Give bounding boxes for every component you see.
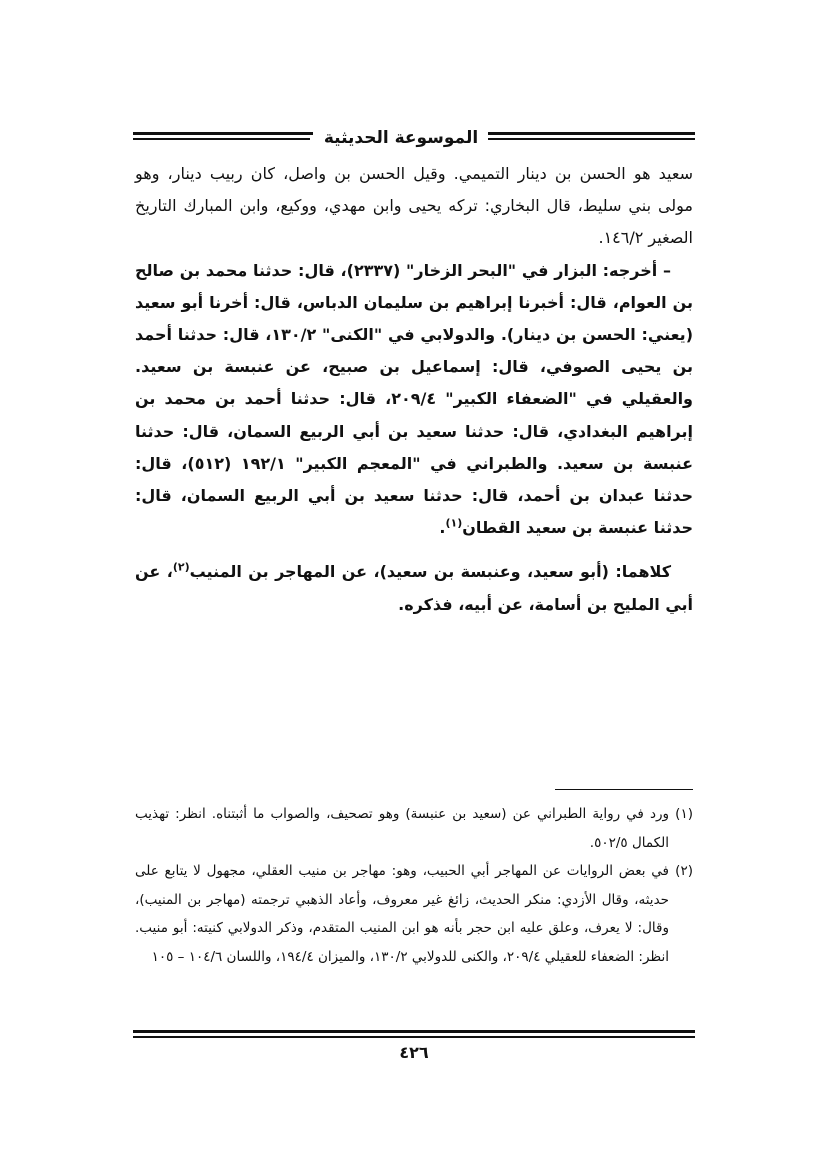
paragraph-continuation: سعيد هو الحسن بن دينار التميمي. وقيل الحسن بن واصل، كان ربيب دينار، وهو مولى بني سليط، قال البخاري: تركه يحيى وابن مهدي، ووكيع، وابن المبارك التاريخ الصغير ١٤٦/٢. <box>135 164 693 248</box>
footnote-separator <box>555 789 693 790</box>
takhrij-text: – أخرجه: البزار في "البحر الزخار" (٢٣٣٧)، قال: حدثنا محمد بن صالح بن العوام، قال: أخبرنا إبراهيم بن سليمان الدباس، قال: أخرنا أبو سعيد (يعني: الحسن بن دينار). والدولابي في "الكنى" ١٣٠/٢، قال: حدثنا أحمد بن يحيى الصوفي، قال: إسماعيل بن صبيح، عن عنبسة بن سعيد. والعقيلي في "الضعفاء الكبير" ٢٠٩/٤، قال: حدثنا أحمد بن محمد بن إبراهيم البغدادي، قال: حدثنا سعيد بن أبي الربيع السمان، قال: حدثنا عنبسة بن سعيد. والطبراني في "المعجم الكبير" ١٩٢/١ (٥١٢)، قال: حدثنا عبدان بن أحمد، قال: حدثنا سعيد بن أبي الربيع السمان، قال: حدثنا عنبسة بن سعيد القطان <box>135 260 694 538</box>
header-rule-left <box>133 132 313 135</box>
footnotes <box>135 800 693 971</box>
footnote-text: في بعض الروايات عن المهاجر أبي الحبيب، وهو: مهاجر بن منيب العقلي، مجهول لا يتابع على حديثه، وقال الأزدي: منكر الحديث، زائغ غير معروف، وأعاد الذهبي ترجمته (مهاجر بن المنيب)، وقال: لا يعرف، وعلق عليه ابن حجر بأنه هو ابن المنيب المتقدم، وذكر الدولابي كنيته: أبو منيب. انظر: الضعفاء للعقيلي ٢٠٩/٤، والكنى للدولابي ١٣٠/٢، والميزان ١٩٤/٤، واللسان ١٠٤/٦ – ١٠٥ <box>135 863 669 965</box>
footnote-number: (٢) <box>675 863 693 879</box>
footer-rule-top <box>133 1030 695 1033</box>
main-text <box>135 158 693 621</box>
paragraph-takhrij <box>135 255 693 545</box>
footnote-2 <box>135 857 693 971</box>
running-header-title: الموسوعة الحديثية <box>323 128 479 148</box>
page-number: ٤٢٦ <box>399 1043 429 1062</box>
paragraph-isnad <box>135 556 693 620</box>
footnote-1 <box>135 800 693 857</box>
footnote-ref-1[interactable]: (١) <box>445 516 463 530</box>
footnote-ref-2[interactable]: (٢) <box>172 561 190 575</box>
footnote-text: ورد في رواية الطبراني عن (سعيد بن عنبسة) وهو تصحيف، والصواب ما أثبتناه. انظر: تهذيب الكمال ٥٠٢/٥. <box>135 806 669 851</box>
footer-rule-bottom <box>133 1036 695 1038</box>
footnote-number: (١) <box>675 806 693 822</box>
takhrij-end: . <box>439 518 446 538</box>
isnad-text-a: كلاهما: (أبو سعيد، وعنبسة بن سعيد)، عن المهاجر بن المنيب <box>189 562 671 582</box>
isnad-text-b: ، عن أبي المليح بن أسامة، عن أبيه، فذكره. <box>135 562 693 614</box>
